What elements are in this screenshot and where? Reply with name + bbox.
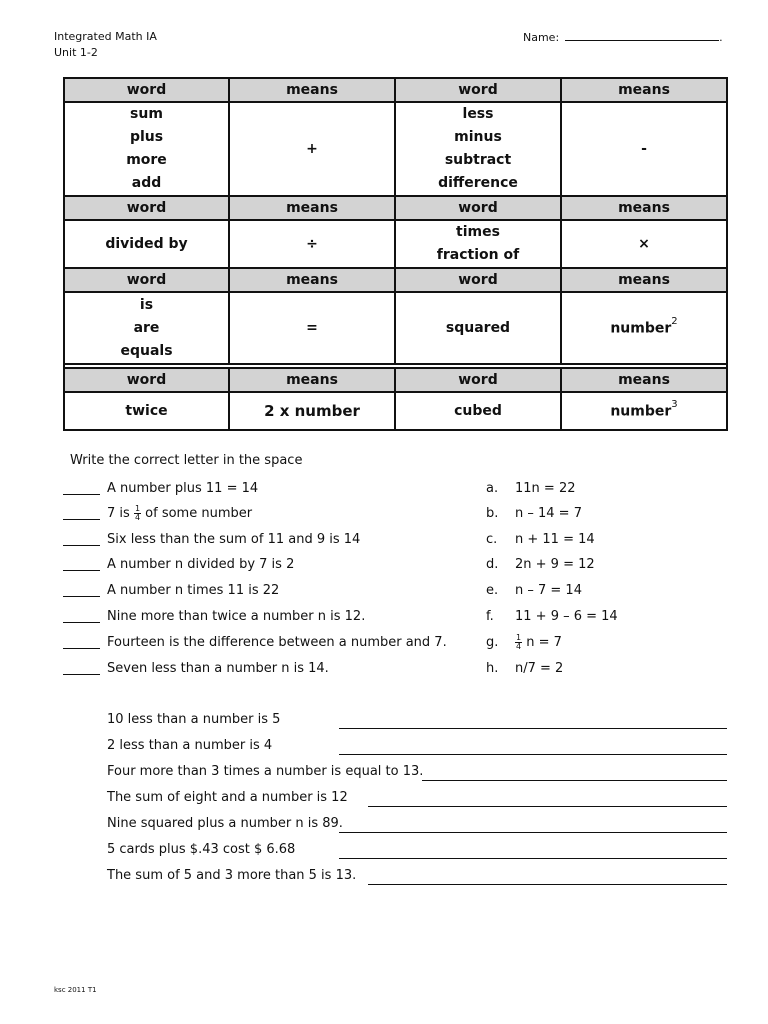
unit-label: Unit 1-2	[54, 46, 98, 59]
col-header-means: means	[561, 78, 727, 102]
fraction-one-fourth	[134, 505, 141, 522]
exponent: 3	[671, 399, 678, 411]
translate-row	[107, 840, 727, 862]
word-item: are	[133, 319, 160, 336]
choice-letter: a.	[486, 481, 499, 496]
word-item: subtract	[444, 152, 512, 168]
translate-row	[107, 788, 727, 810]
table-row	[64, 292, 727, 364]
choice-letter: g.	[486, 635, 499, 650]
word-item: minus	[454, 129, 502, 145]
col-header-means: means	[561, 196, 727, 220]
choice-letter: e.	[486, 583, 499, 598]
table-header-row	[64, 78, 727, 102]
answer-blank[interactable]	[63, 648, 100, 649]
col-header-means: means	[561, 268, 727, 292]
choice-equation: n + 11 = 14	[515, 532, 595, 547]
word-cell	[395, 292, 561, 364]
translate-prompt: 5 cards plus $.43 cost $ 6.68	[107, 842, 296, 857]
translate-prompt: 2 less than a number is 4	[107, 738, 273, 753]
word-item: equals	[120, 342, 173, 359]
fraction-one-fourth	[515, 634, 522, 651]
fraction-numerator: 1	[134, 504, 141, 513]
matching-statement: Fourteen is the difference between a number and 7.	[107, 635, 447, 650]
footer-code: ksc 2011 T1	[54, 986, 97, 994]
choice-equation: n = 7	[526, 635, 562, 650]
word-item: divided by	[105, 235, 188, 252]
word-item: add	[131, 175, 162, 191]
word-cell	[395, 392, 561, 430]
table-header-row	[64, 196, 727, 220]
name-field[interactable]	[523, 30, 723, 45]
means-cell-minus: -	[561, 102, 727, 196]
word-cell	[395, 102, 561, 196]
translate-row	[107, 736, 727, 758]
word-cell	[64, 292, 229, 364]
choice-letter: d.	[486, 557, 499, 572]
word-item: difference	[438, 175, 518, 191]
table-header-row	[64, 268, 727, 292]
translate-prompt: 10 less than a number is 5	[107, 712, 281, 727]
word-cell	[64, 392, 229, 430]
answer-blank[interactable]	[63, 519, 100, 520]
means-base: number	[610, 320, 672, 337]
table-row	[64, 220, 727, 268]
translate-prompt: Nine squared plus a number n is 89.	[107, 816, 343, 831]
answer-blank[interactable]	[63, 622, 100, 623]
answer-line[interactable]	[339, 728, 727, 729]
word-cell	[395, 220, 561, 268]
name-label: Name:	[523, 31, 560, 44]
course-title: Integrated Math IA	[54, 30, 157, 43]
col-header-means: means	[229, 268, 395, 292]
means-cell-squared	[561, 292, 727, 364]
means-base: number	[610, 403, 672, 420]
word-item: more	[126, 152, 167, 168]
matching-statement: Six less than the sum of 11 and 9 is 14	[107, 532, 361, 547]
word-cell	[64, 102, 229, 196]
word-item: times	[456, 224, 500, 240]
col-header-word: word	[64, 268, 229, 292]
answer-blank[interactable]	[63, 570, 100, 571]
col-header-means: means	[229, 78, 395, 102]
name-end-mark: .	[719, 31, 723, 44]
translate-prompt: Four more than 3 times a number is equal to 13.	[107, 764, 424, 779]
means-cell-cubed	[561, 392, 727, 430]
choice-letter: f.	[486, 609, 494, 624]
translate-row	[107, 866, 727, 888]
choice-equation: n – 14 = 7	[515, 506, 582, 521]
choice-equation: 11n = 22	[515, 481, 576, 496]
answer-line[interactable]	[422, 780, 727, 781]
matching-statement: Nine more than twice a number n is 12.	[107, 609, 366, 624]
col-header-word: word	[64, 368, 229, 392]
word-item: fraction of	[436, 247, 520, 263]
answer-blank[interactable]	[63, 596, 100, 597]
matching-statement: A number plus 11 = 14	[107, 481, 259, 496]
matching-statement: A number n times 11 is 22	[107, 583, 280, 598]
word-item: twice	[125, 402, 168, 419]
choice-letter: b.	[486, 506, 499, 521]
answer-line[interactable]	[368, 806, 727, 807]
matching-statement: Seven less than a number n is 14.	[107, 661, 329, 676]
word-item: squared	[445, 319, 511, 336]
col-header-word: word	[395, 78, 561, 102]
fraction-denominator: 4	[516, 642, 522, 651]
statement-prefix: 7 is	[107, 506, 130, 521]
answer-line[interactable]	[339, 754, 727, 755]
table-row	[64, 392, 727, 430]
answer-blank[interactable]	[63, 545, 100, 546]
name-blank-line[interactable]	[565, 30, 719, 41]
answer-line[interactable]	[339, 832, 727, 833]
vocabulary-table	[63, 77, 728, 431]
means-cell-plus: +	[229, 102, 395, 196]
choice-letter: c.	[486, 532, 498, 547]
answer-line[interactable]	[368, 884, 727, 885]
col-header-means: means	[229, 196, 395, 220]
word-item: plus	[129, 129, 164, 145]
col-header-word: word	[395, 196, 561, 220]
translate-prompt: The sum of eight and a number is 12	[107, 790, 348, 805]
col-header-means: means	[561, 368, 727, 392]
choice-equation: n – 7 = 14	[515, 583, 582, 598]
translate-row	[107, 814, 727, 836]
translate-row	[107, 710, 727, 732]
answer-line[interactable]	[339, 858, 727, 859]
translate-row	[107, 762, 727, 784]
word-item: sum	[130, 106, 163, 122]
answer-blank[interactable]	[63, 494, 100, 495]
matching-statement-fraction	[107, 504, 252, 524]
matching-statement: A number n divided by 7 is 2	[107, 557, 295, 572]
translate-prompt: The sum of 5 and 3 more than 5 is 13.	[107, 868, 357, 883]
word-item: cubed	[454, 402, 502, 419]
col-header-means: means	[229, 368, 395, 392]
choice-equation: 11 + 9 – 6 = 14	[515, 609, 618, 624]
means-cell-equals: =	[229, 292, 395, 364]
col-header-word: word	[64, 196, 229, 220]
word-item: less	[462, 106, 494, 122]
means-cell-divide: ÷	[229, 220, 395, 268]
matching-instructions: Write the correct letter in the space	[70, 453, 303, 468]
choice-equation: n/7 = 2	[515, 661, 564, 676]
answer-blank[interactable]	[63, 674, 100, 675]
fraction-denominator: 4	[134, 513, 141, 522]
fraction-numerator: 1	[516, 633, 522, 642]
table-row	[64, 102, 727, 196]
col-header-word: word	[395, 268, 561, 292]
means-cell-twice: 2 x number	[229, 392, 395, 430]
choice-equation: 2n + 9 = 12	[515, 557, 595, 572]
col-header-word: word	[395, 368, 561, 392]
word-cell	[64, 220, 229, 268]
choice-equation-fraction	[515, 633, 562, 653]
table-header-row	[64, 368, 727, 392]
means-cell-times: ×	[561, 220, 727, 268]
word-item: is	[139, 296, 154, 313]
choice-letter: h.	[486, 661, 499, 676]
exponent: 2	[671, 316, 678, 328]
col-header-word: word	[64, 78, 229, 102]
statement-suffix: of some number	[145, 506, 253, 521]
